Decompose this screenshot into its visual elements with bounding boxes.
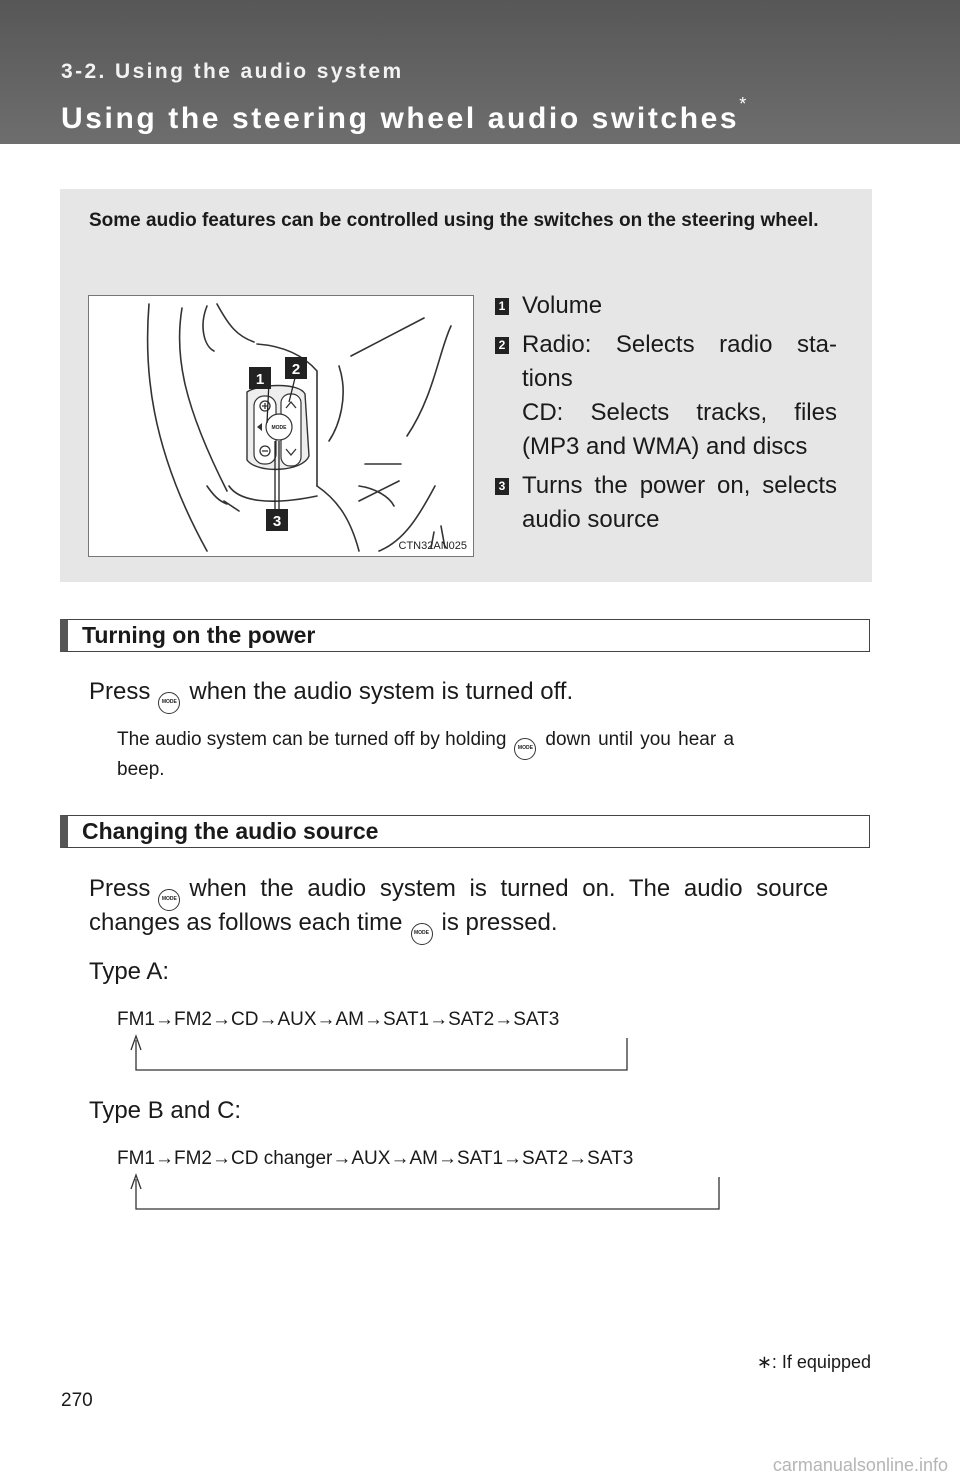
source-instruction-text: when the audio system is turned on. The audio source <box>189 875 829 902</box>
power-instruction-text: when the audio system is turned off. <box>189 678 574 705</box>
mode-button-icon: MODE <box>514 738 536 760</box>
section-label: 3-2. Using the audio system <box>61 60 404 83</box>
callout-marker-3-label: 3 <box>272 513 282 530</box>
intro-text: Some audio features can be controlled using the switches on the steering wheel. <box>89 210 819 231</box>
footnote-if-equipped: ∗: If equipped <box>756 1352 871 1372</box>
header-band <box>0 0 960 144</box>
callout-marker-2-label: 2 <box>291 361 301 378</box>
page-title <box>61 94 746 136</box>
callout-list <box>495 289 837 542</box>
source-line2-text: changes as follows each time <box>89 909 403 936</box>
steering-wheel-figure <box>88 295 474 557</box>
steering-wheel-illustration <box>89 296 473 556</box>
callout-number: 1 <box>495 298 509 315</box>
if-equipped-mark: * <box>739 94 747 114</box>
type-a-sequence: FM1→FM2→CD→AUX→AM→SAT1→SAT2→SAT3 <box>117 1009 560 1030</box>
figure-code: CTN32AN025 <box>398 540 467 552</box>
callout-text: Radio: Selects radio sta- <box>522 331 837 358</box>
type-bc-loop-arrow <box>0 1169 960 1215</box>
heading-turning-on-power: Turning on the power <box>60 619 870 652</box>
callout-text: (MP3 and WMA) and discs <box>522 433 808 460</box>
type-a-loop-arrow <box>0 1030 960 1076</box>
power-note-text-after: down until you hear a <box>545 729 735 750</box>
callout-text: audio source <box>522 506 660 533</box>
callout-text: tions <box>522 365 573 392</box>
callout-marker-1-label: 1 <box>255 371 265 388</box>
callout-text: Volume <box>522 292 603 319</box>
press-text: Press <box>89 678 151 705</box>
callout-text: CD: Selects tracks, files <box>522 399 837 426</box>
type-bc-label: Type B and C: <box>89 1097 242 1124</box>
mode-button-icon: MODE <box>158 692 180 714</box>
press-text: Press <box>89 875 151 902</box>
source-instruction-line2 <box>89 906 558 945</box>
figure-mode-text: MODE <box>271 425 287 431</box>
mode-button-icon: MODE <box>158 889 180 911</box>
type-a-label: Type A: <box>89 958 170 985</box>
source-line2-text-after: is pressed. <box>441 909 558 936</box>
callout-item-volume <box>495 289 837 323</box>
power-note <box>117 725 734 760</box>
page-title-text: Using the steering wheel audio switches <box>61 102 740 135</box>
watermark: carmanualsonline.info <box>772 1455 948 1475</box>
heading-changing-audio-source: Changing the audio source <box>60 815 870 848</box>
intro-box <box>60 189 872 582</box>
page-number: 270 <box>61 1390 93 1411</box>
callout-item-power-source <box>495 469 837 537</box>
power-note-line2: beep. <box>117 759 165 780</box>
callout-number: 2 <box>495 337 509 354</box>
type-bc-sequence: FM1→FM2→CD changer→AUX→AM→SAT1→SAT2→SAT3 <box>117 1148 634 1169</box>
callout-item-radio-cd <box>495 328 837 464</box>
callout-number: 3 <box>495 478 509 495</box>
mode-button-icon: MODE <box>411 923 433 945</box>
power-instruction <box>89 675 573 714</box>
power-note-text: The audio system can be turned off by holding <box>117 729 507 750</box>
callout-text: Turns the power on, selects <box>522 472 837 499</box>
